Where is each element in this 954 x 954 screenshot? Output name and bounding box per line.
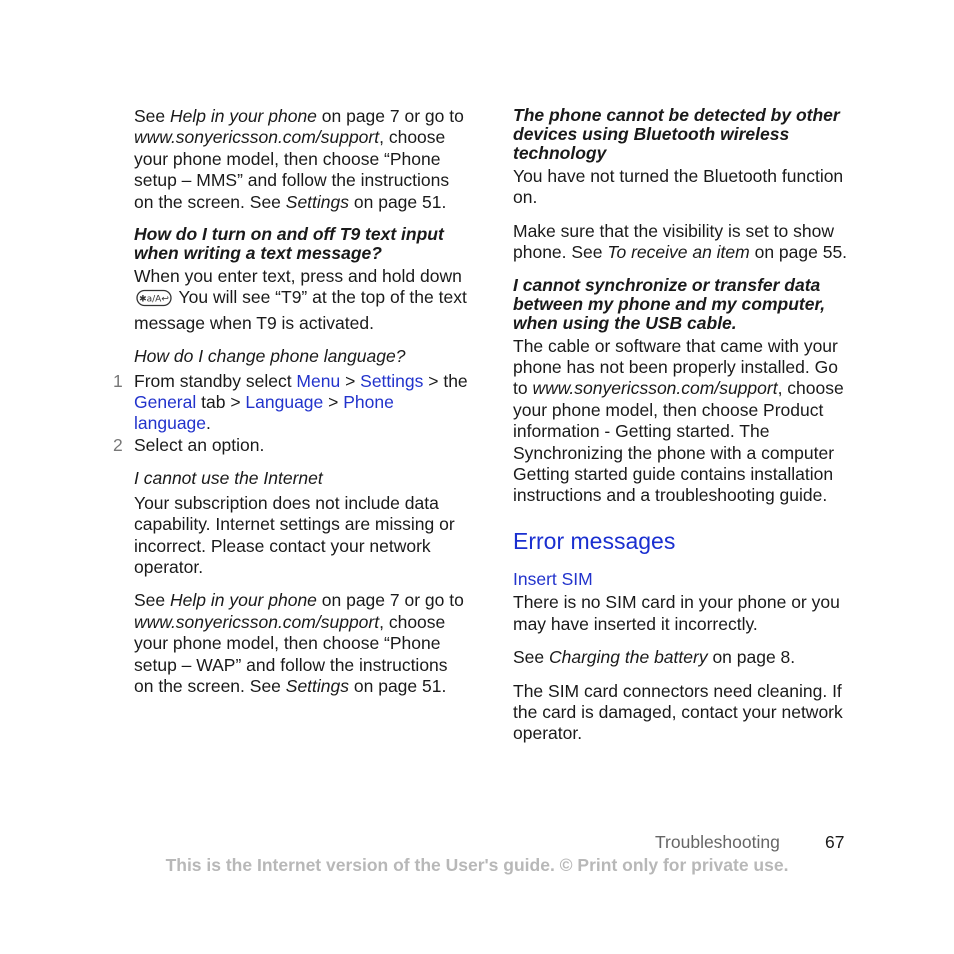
question-sync: I cannot synchronize or transfer data between my phone and my computer, when using the USB cable. <box>513 274 826 333</box>
text: The cable or software that came with your phone has not been properly installed. Go to <box>513 335 838 399</box>
text: When you enter text, press and hold down <box>134 266 462 287</box>
text: on page 55. <box>749 242 848 263</box>
language-link[interactable]: Language <box>245 392 324 413</box>
reference-settings: Settings <box>285 191 350 212</box>
text: > <box>340 370 361 391</box>
text: You will see “T9” at the top of the text message when T9 is activated. <box>134 287 467 333</box>
text: > <box>323 392 344 413</box>
section-heading-error-messages: Error messages <box>513 527 676 554</box>
paragraph-help-wap <box>134 590 469 697</box>
star-a-A-key-icon <box>136 289 172 312</box>
menu-link[interactable]: Menu <box>296 370 341 391</box>
question-bluetooth: The phone cannot be detected by other devices using Bluetooth wireless technology <box>513 105 840 163</box>
reference-help-in-your-phone: Help in your phone <box>170 590 317 611</box>
text: on page 7 or go to <box>316 106 464 126</box>
paragraph-sync <box>513 336 853 507</box>
text: on page 7 or go to <box>316 590 464 611</box>
url-support: www.sonyericsson.com/support <box>134 127 380 148</box>
text: on page 8. <box>707 647 796 668</box>
page-number: 67 <box>825 832 845 852</box>
reference-settings: Settings <box>285 675 350 696</box>
list-item <box>113 370 469 435</box>
text: , choose your phone model, then choose “Phone setup – WAP” and follow the instructions on the screen. See <box>134 611 448 696</box>
text: tab > <box>196 392 246 413</box>
right-column <box>513 106 853 757</box>
question-t9: How do I turn on and off T9 text input when writing a text message? <box>134 224 444 264</box>
list-item <box>113 434 469 456</box>
text: , choose your phone model, then choose Product information - Getting started. The Synchronizing the phone with a computer Getting started guide contains installation instructions and a troubleshooting guide. <box>513 378 844 506</box>
svg-text:✱a/A↩: ✱a/A↩ <box>139 294 169 305</box>
subheading-insert-sim: Insert SIM <box>513 568 593 589</box>
phone-language-link[interactable]: Phone language <box>134 392 394 434</box>
text: See <box>134 106 170 126</box>
paragraph-internet: Your subscription does not include data capability. Internet settings are missing or incorrect. Please contact your network operator. <box>134 492 455 577</box>
text: From standby select <box>134 370 297 391</box>
step-number: 1 <box>113 370 123 391</box>
paragraph-bluetooth-off: You have not turned the Bluetooth function on. <box>513 166 844 208</box>
url-support: www.sonyericsson.com/support <box>134 611 380 632</box>
text: > the <box>423 370 468 391</box>
footer-section-title: Troubleshooting <box>655 832 780 852</box>
url-support: www.sonyericsson.com/support <box>532 378 778 399</box>
question-internet: I cannot use the Internet <box>134 468 323 489</box>
settings-link[interactable]: Settings <box>360 370 424 391</box>
text: Make sure that the visibility is set to show phone. See <box>513 220 834 263</box>
text: on page 51. <box>349 675 447 696</box>
paragraph-help-mms <box>134 106 469 213</box>
paragraph-charging <box>513 647 853 668</box>
reference-help-in-your-phone: Help in your phone <box>170 106 317 126</box>
reference-charging-battery: Charging the battery <box>549 647 708 668</box>
step-number: 2 <box>113 434 123 455</box>
left-column <box>113 106 469 709</box>
text: See <box>134 590 170 611</box>
watermark: This is the Internet version of the User's guide. © Print only for private use. <box>165 855 789 875</box>
paragraph-t9 <box>134 266 469 334</box>
text: . <box>206 413 211 434</box>
paragraph-bluetooth-visibility <box>513 221 853 264</box>
question-language: How do I change phone language? <box>134 346 406 367</box>
text: Select an option. <box>134 434 265 455</box>
steps-list <box>113 370 469 457</box>
reference-receive-item: To receive an item <box>607 242 750 263</box>
general-link[interactable]: General <box>134 392 197 413</box>
text: See <box>513 647 549 668</box>
paragraph-no-sim: There is no SIM card in your phone or you may have inserted it incorrectly. <box>513 592 840 634</box>
paragraph-sim-connectors: The SIM card connectors need cleaning. If the card is damaged, contact your network operator. <box>513 680 843 744</box>
text: , choose your phone model, then choose “Phone setup – MMS” and follow the instructions on the screen. See <box>134 127 450 212</box>
text: on page 51. <box>349 191 447 212</box>
